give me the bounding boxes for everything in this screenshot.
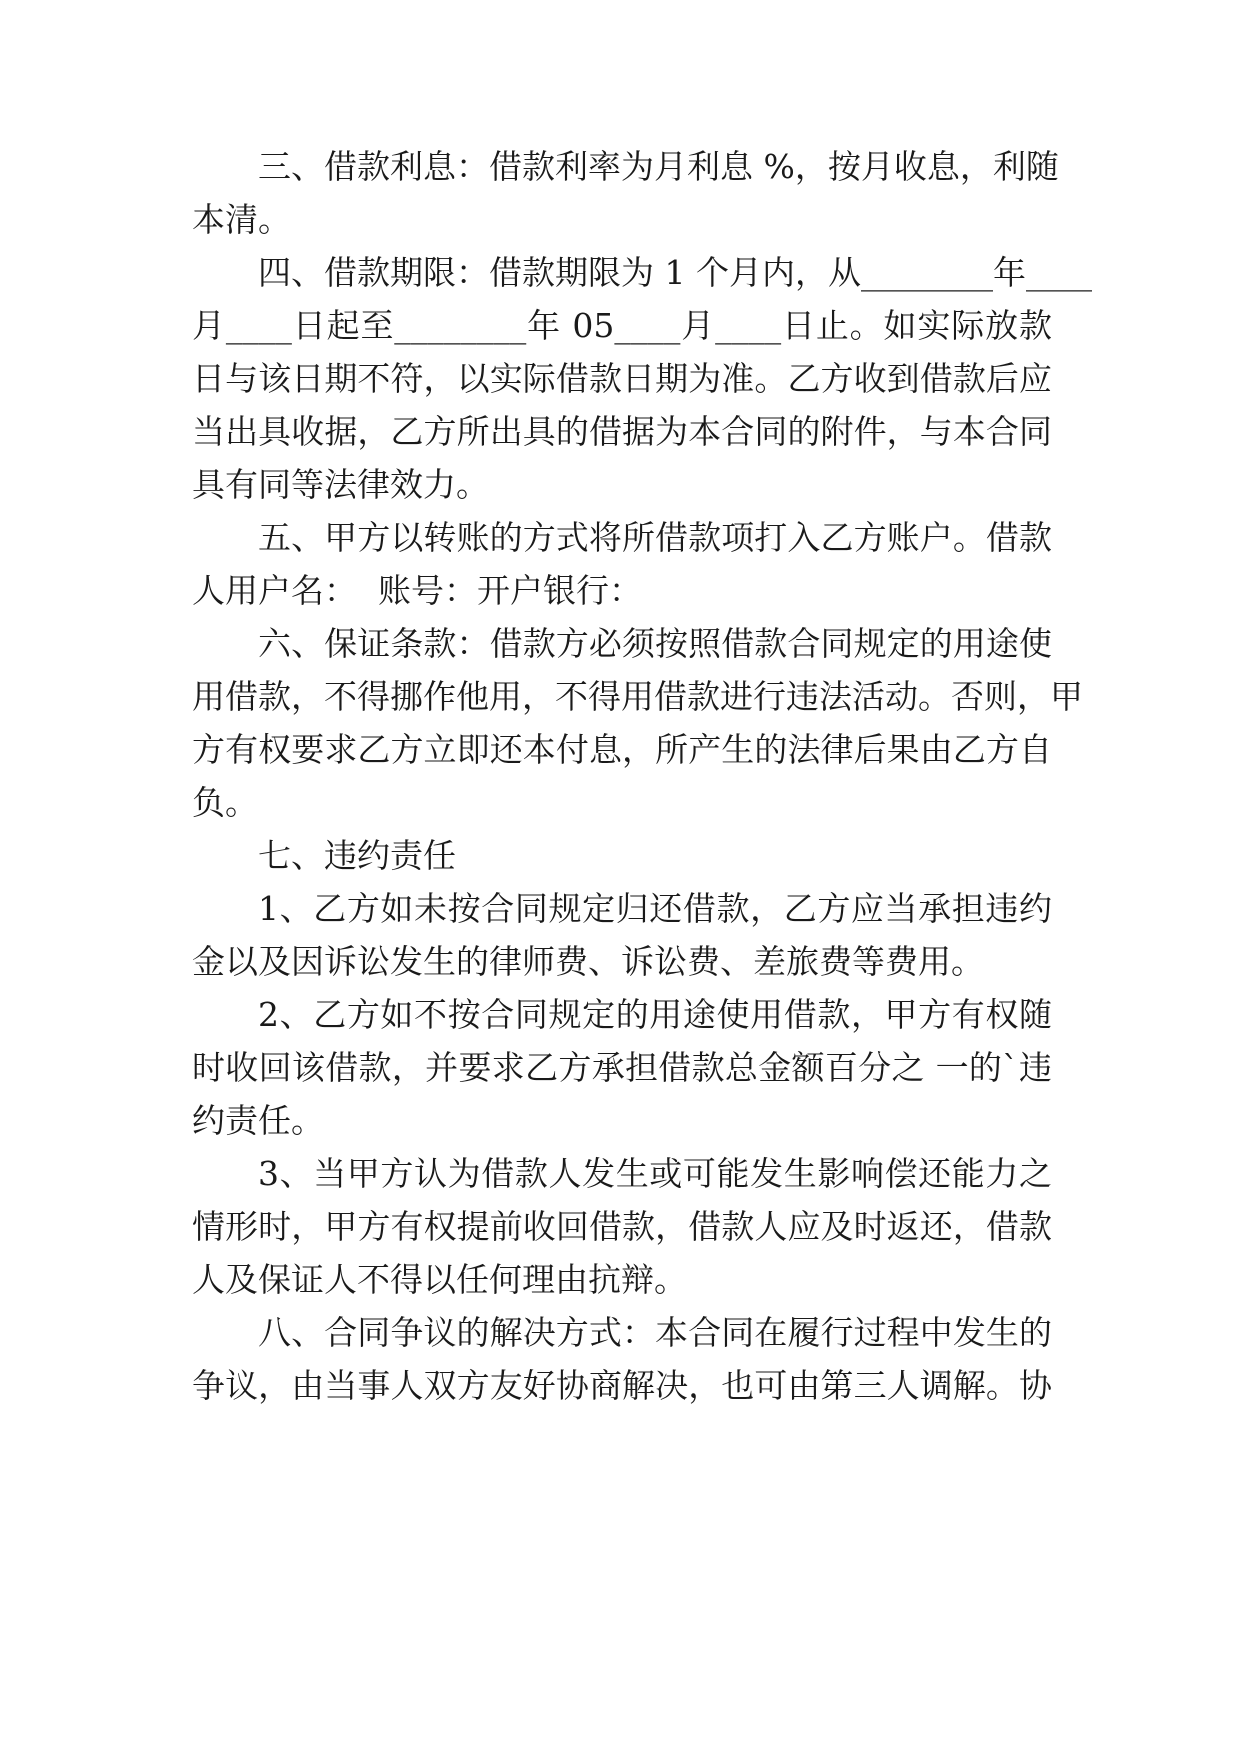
text-line: 情形时，甲方有权提前收回借款，借款人应及时返还，借款 [192,1207,1052,1246]
text-line: 约责任。 [192,1101,324,1140]
text-line: 六、保证条款：借款方必须按照借款合同规定的用途使 [258,624,1052,663]
text-line: 争议，由当事人双方友好协商解决，也可由第三人调解。协 [192,1366,1052,1405]
text-line: 人及保证人不得以任何理由抗辩。 [192,1260,687,1299]
text-line: 具有同等法律效力。 [192,465,489,504]
text-line: 3、当甲方认为借款人发生或可能发生影响偿还能力之 [258,1154,1052,1193]
text-line: 金以及因诉讼发生的律师费、诉讼费、差旅费等费用。 [192,942,984,981]
text-line: 当出具收据，乙方所出具的借据为本合同的附件，与本合同 [192,412,1052,451]
text-line: 2、乙方如不按合同规定的用途使用借款，甲方有权随 [258,995,1052,1034]
section-heading: 七、违约责任 [258,836,456,875]
text-line: 方有权要求乙方立即还本付息，所产生的法律后果由乙方自 [192,730,1052,769]
text-line: 月____日起至________年 05____月____日止。如实际放款 [192,306,1052,345]
text-line: 三、借款利息：借款利率为月利息 %，按月收息，利随 [258,147,1059,186]
text-line: 五、甲方以转账的方式将所借款项打入乙方账户。借款 [258,518,1052,557]
text-line: 1、乙方如未按合同规定归还借款，乙方应当承担违约 [258,889,1052,928]
text-line: 用借款，不得挪作他用，不得用借款进行违法活动。否则，甲 [192,677,1083,716]
text-line: 时收回该借款，并要求乙方承担借款总金额百分之 一的`违 [192,1048,1052,1087]
text-line: 负。 [192,783,258,822]
text-line: 四、借款期限：借款期限为 1 个月内，从________年____ [258,253,1092,292]
text-line: 八、合同争议的解决方式：本合同在履行过程中发生的 [258,1313,1052,1352]
text-line: 人用户名： 账号：开户银行： [192,571,642,610]
text-line: 本清。 [192,200,291,239]
text-line: 日与该日期不符，以实际借款日期为准。乙方收到借款后应 [192,359,1052,398]
